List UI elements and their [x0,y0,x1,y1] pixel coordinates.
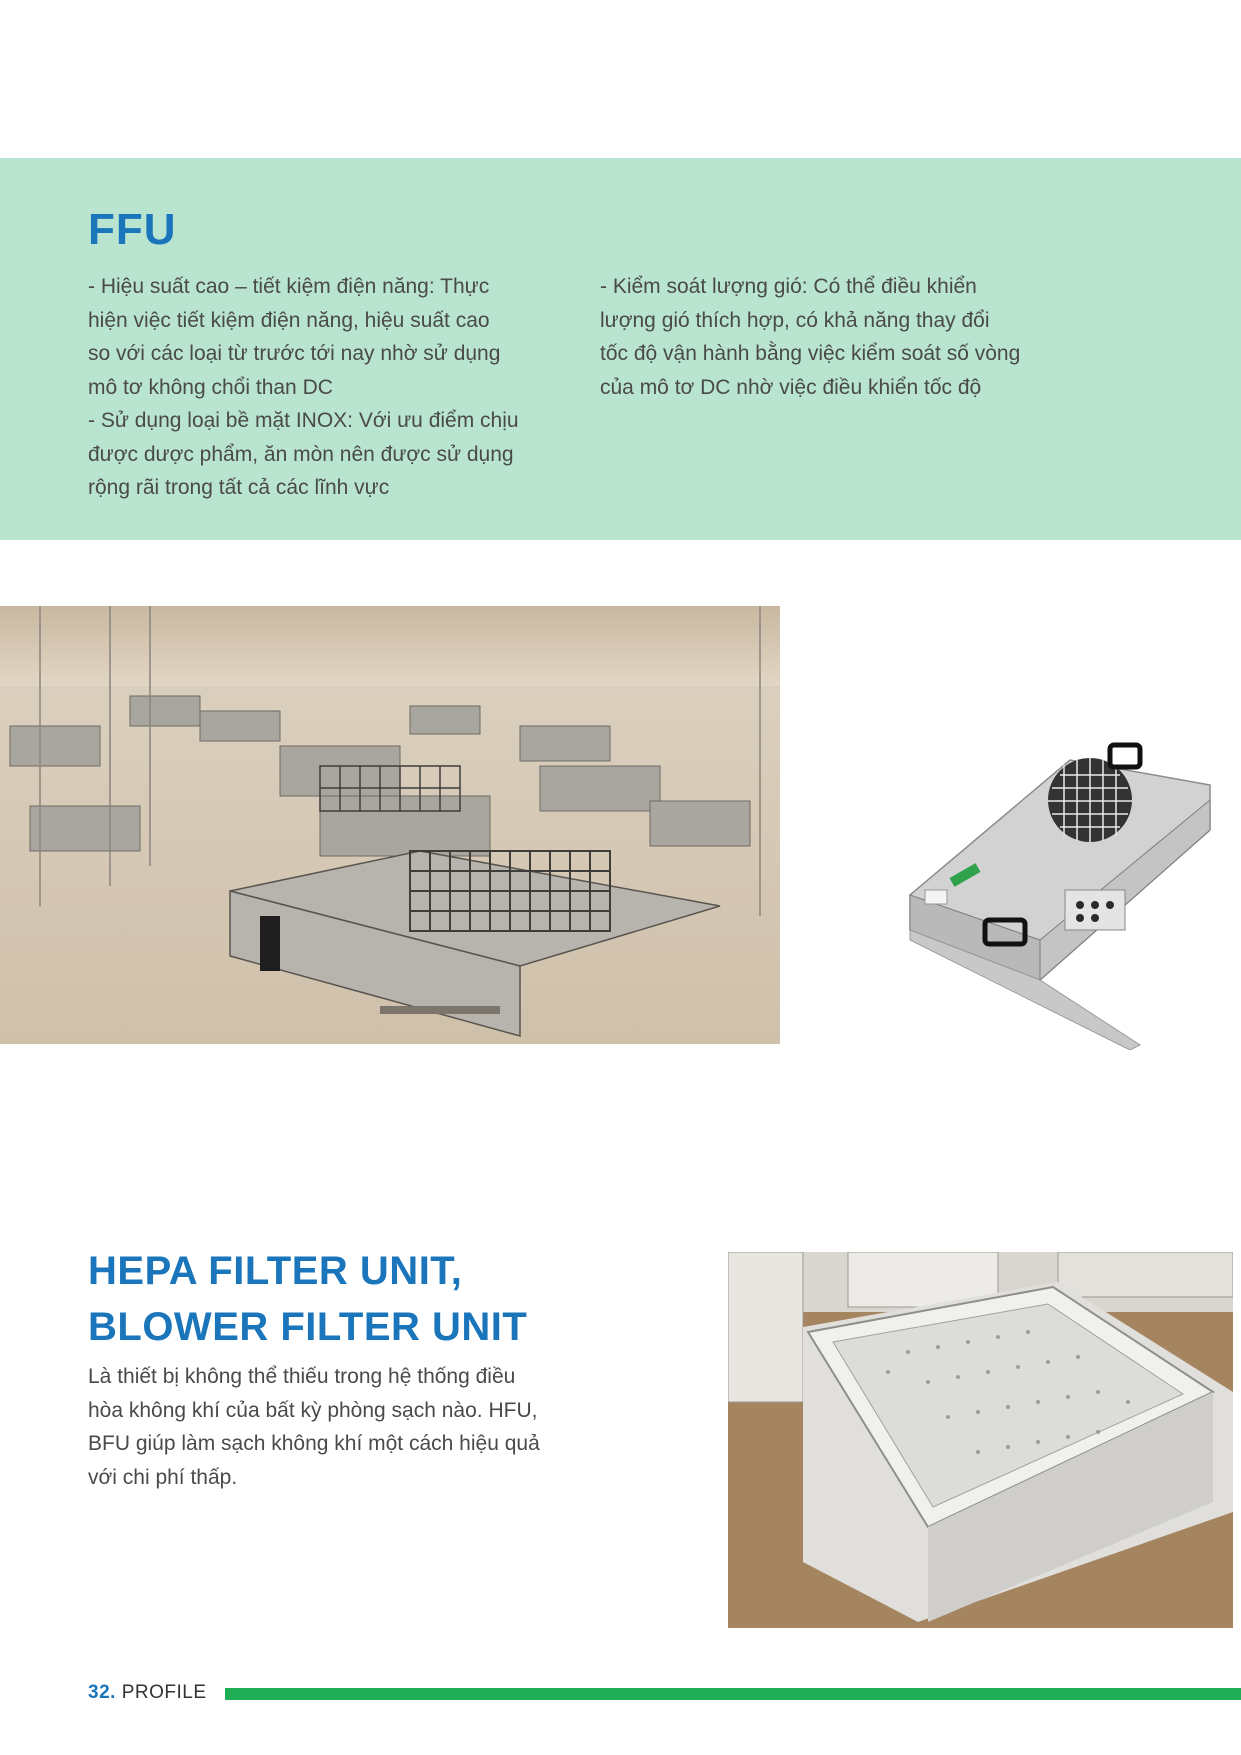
ffu-heading: FFU [88,205,177,254]
hepa-heading-line-1: HEPA FILTER UNIT, [88,1249,463,1293]
ffu-features-left [88,270,588,505]
hepa-box-photo [728,1252,1233,1628]
ffu-features-left-text: - Hiệu suất cao – tiết kiệm điện năng: Thực hiện việc tiết kiệm điện năng, hiệu suất cao so với các loại từ trước tới nay nhờ sử dụng mô tơ không chổi than DC - Sử dụng loại bề mặt INOX: Với ưu điểm chịu được dược phẩm, ăn mòn nên được sử dụng rộng rãi trong tất cả các lĩnh vực [88,275,519,499]
cleanroom-ffu-photo [0,606,780,1044]
hepa-description: Là thiết bị không thể thiếu trong hệ thống điều hòa không khí của bất kỳ phòng sạch nào. HFU, BFU giúp làm sạch không khí một cách hiệu quả với chi phí thấp. [88,1365,540,1489]
page-footer-label [88,1682,207,1704]
ffu-features-right [600,270,1080,404]
page-number: 32. [88,1682,116,1703]
ffu-unit-photo [890,740,1220,1050]
hepa-heading [88,1243,688,1355]
ffu-features-right-text: - Kiểm soát lượng gió: Có thể điều khiển lượng gió thích hợp, có khả năng thay đổi tốc độ vận hành bằng việc kiểm soát số vòng của mô tơ DC nhờ việc điều khiển tốc độ [600,275,1021,399]
section-label: PROFILE [121,1682,207,1703]
hepa-heading-line-2: BLOWER FILTER UNIT [88,1305,528,1349]
footer-accent-bar [225,1688,1241,1700]
